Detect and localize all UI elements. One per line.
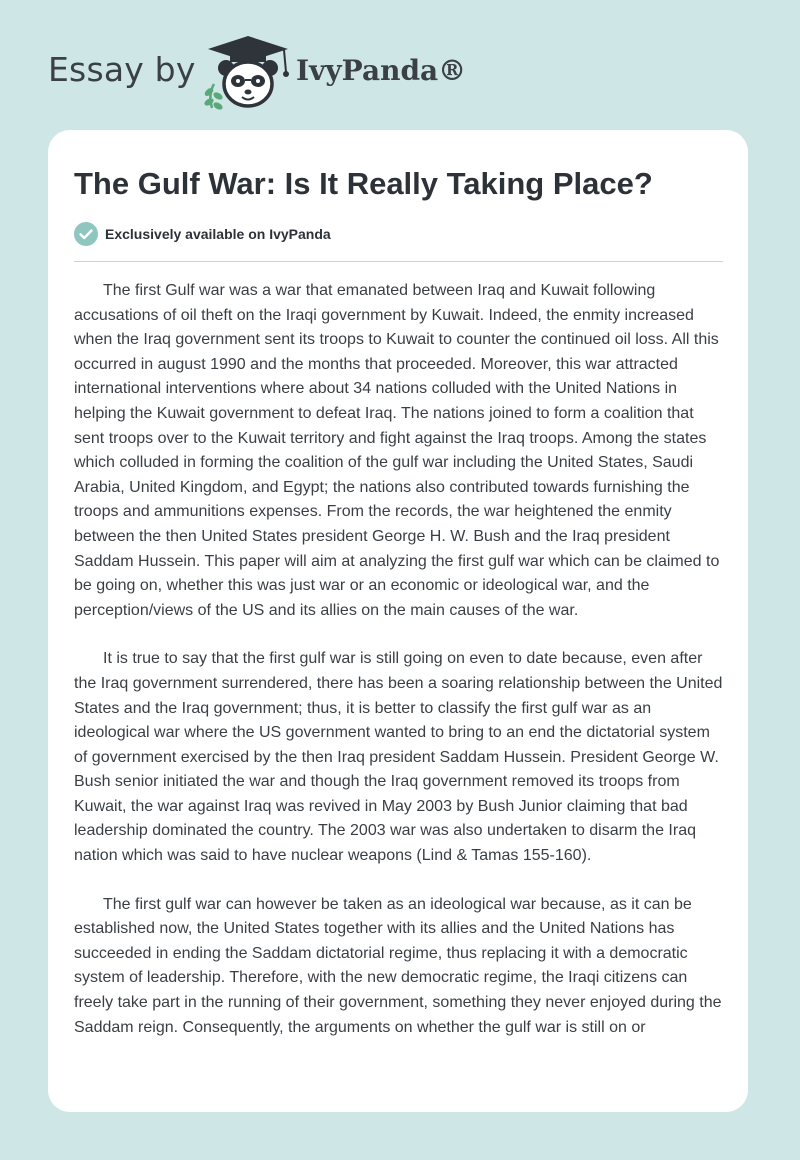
site-header [0, 0, 800, 130]
essay-title: The Gulf War: Is It Really Taking Place? [74, 166, 653, 201]
essay-paragraph: It is true to say that the first gulf war is still going on even to date because, even after the Iraq government surrendered, there has been a soaring relationship between the United States and the Iraq government; thus, it is better to classify the first gulf war as an ideological war where the US government wanted to bring to an end the dictatorial system of government exercised by the then Iraq president Saddam Hussein. President George W. Bush senior initiated the war and though the Iraq government removed its troops from Kuwait, the war against Iraq was revived in May 2003 by Bush Junior claiming that bad leadership dominated the country. The 2003 war was also undertaken to disarm the Iraq nation which was said to have nuclear weapons (Lind & Tamas 155-160). [74, 650, 723, 865]
exclusive-badge-label: Exclusively available on IvyPanda [105, 226, 331, 242]
ivypanda-wordmark[interactable]: IvyPanda® [296, 54, 467, 87]
essay-body [74, 279, 724, 1064]
essay-paragraph: The first gulf war can however be taken as an ideological war because, as it can be established now, the United States together with its allies and the United Nations has succeeded in ending the Saddam dictatorial regime, thus replacing it with a democratic system of leadership. Therefore, with the new democratic regime, the Iraqi citizens can freely take part in the running of their government, something they never enjoyed during the Saddam reign. Consequently, the arguments on whether the gulf war is still on or [74, 895, 722, 1036]
essay-paragraph: The first Gulf war was a war that emanated between Iraq and Kuwait following accusations of oil theft on the Iraqi government by Kuwait. Indeed, the enmity increased when the Iraq government sent its troops to Kuwait to counter the continued oil loss. All this occurred in august 1990 and the months that proceeded. Moreover, this war attracted international interventions where about 34 nations colluded with the United Nations in helping the Kuwait government to defeat Iraq. The nations joined to form a coalition that sent troops over to the Kuwait territory and fight against the Iraq troops. Among the states which colluded in forming the coalition of the gulf war including the United States, Saudi Arabia, United Kingdom, and Egypt; the nations also contributed towards furnishing the troops and ammunitions expenses. From the records, the war heightened the enmity between the then United States president George H. W. Bush and the Iraq president Saddam Hussein. This paper will aim at analyzing the first gulf war which can be claimed to be going on, whether this was just war or an economic or ideological war, and the perception/views of the US and its allies on the main causes of the war. [74, 282, 720, 619]
essay-by-label: Essay by [48, 50, 196, 89]
exclusive-badge [74, 222, 331, 246]
check-circle-icon [74, 222, 98, 246]
title-divider [74, 261, 723, 262]
panda-mascot-logo[interactable] [200, 32, 296, 112]
essay-card [48, 130, 748, 1112]
